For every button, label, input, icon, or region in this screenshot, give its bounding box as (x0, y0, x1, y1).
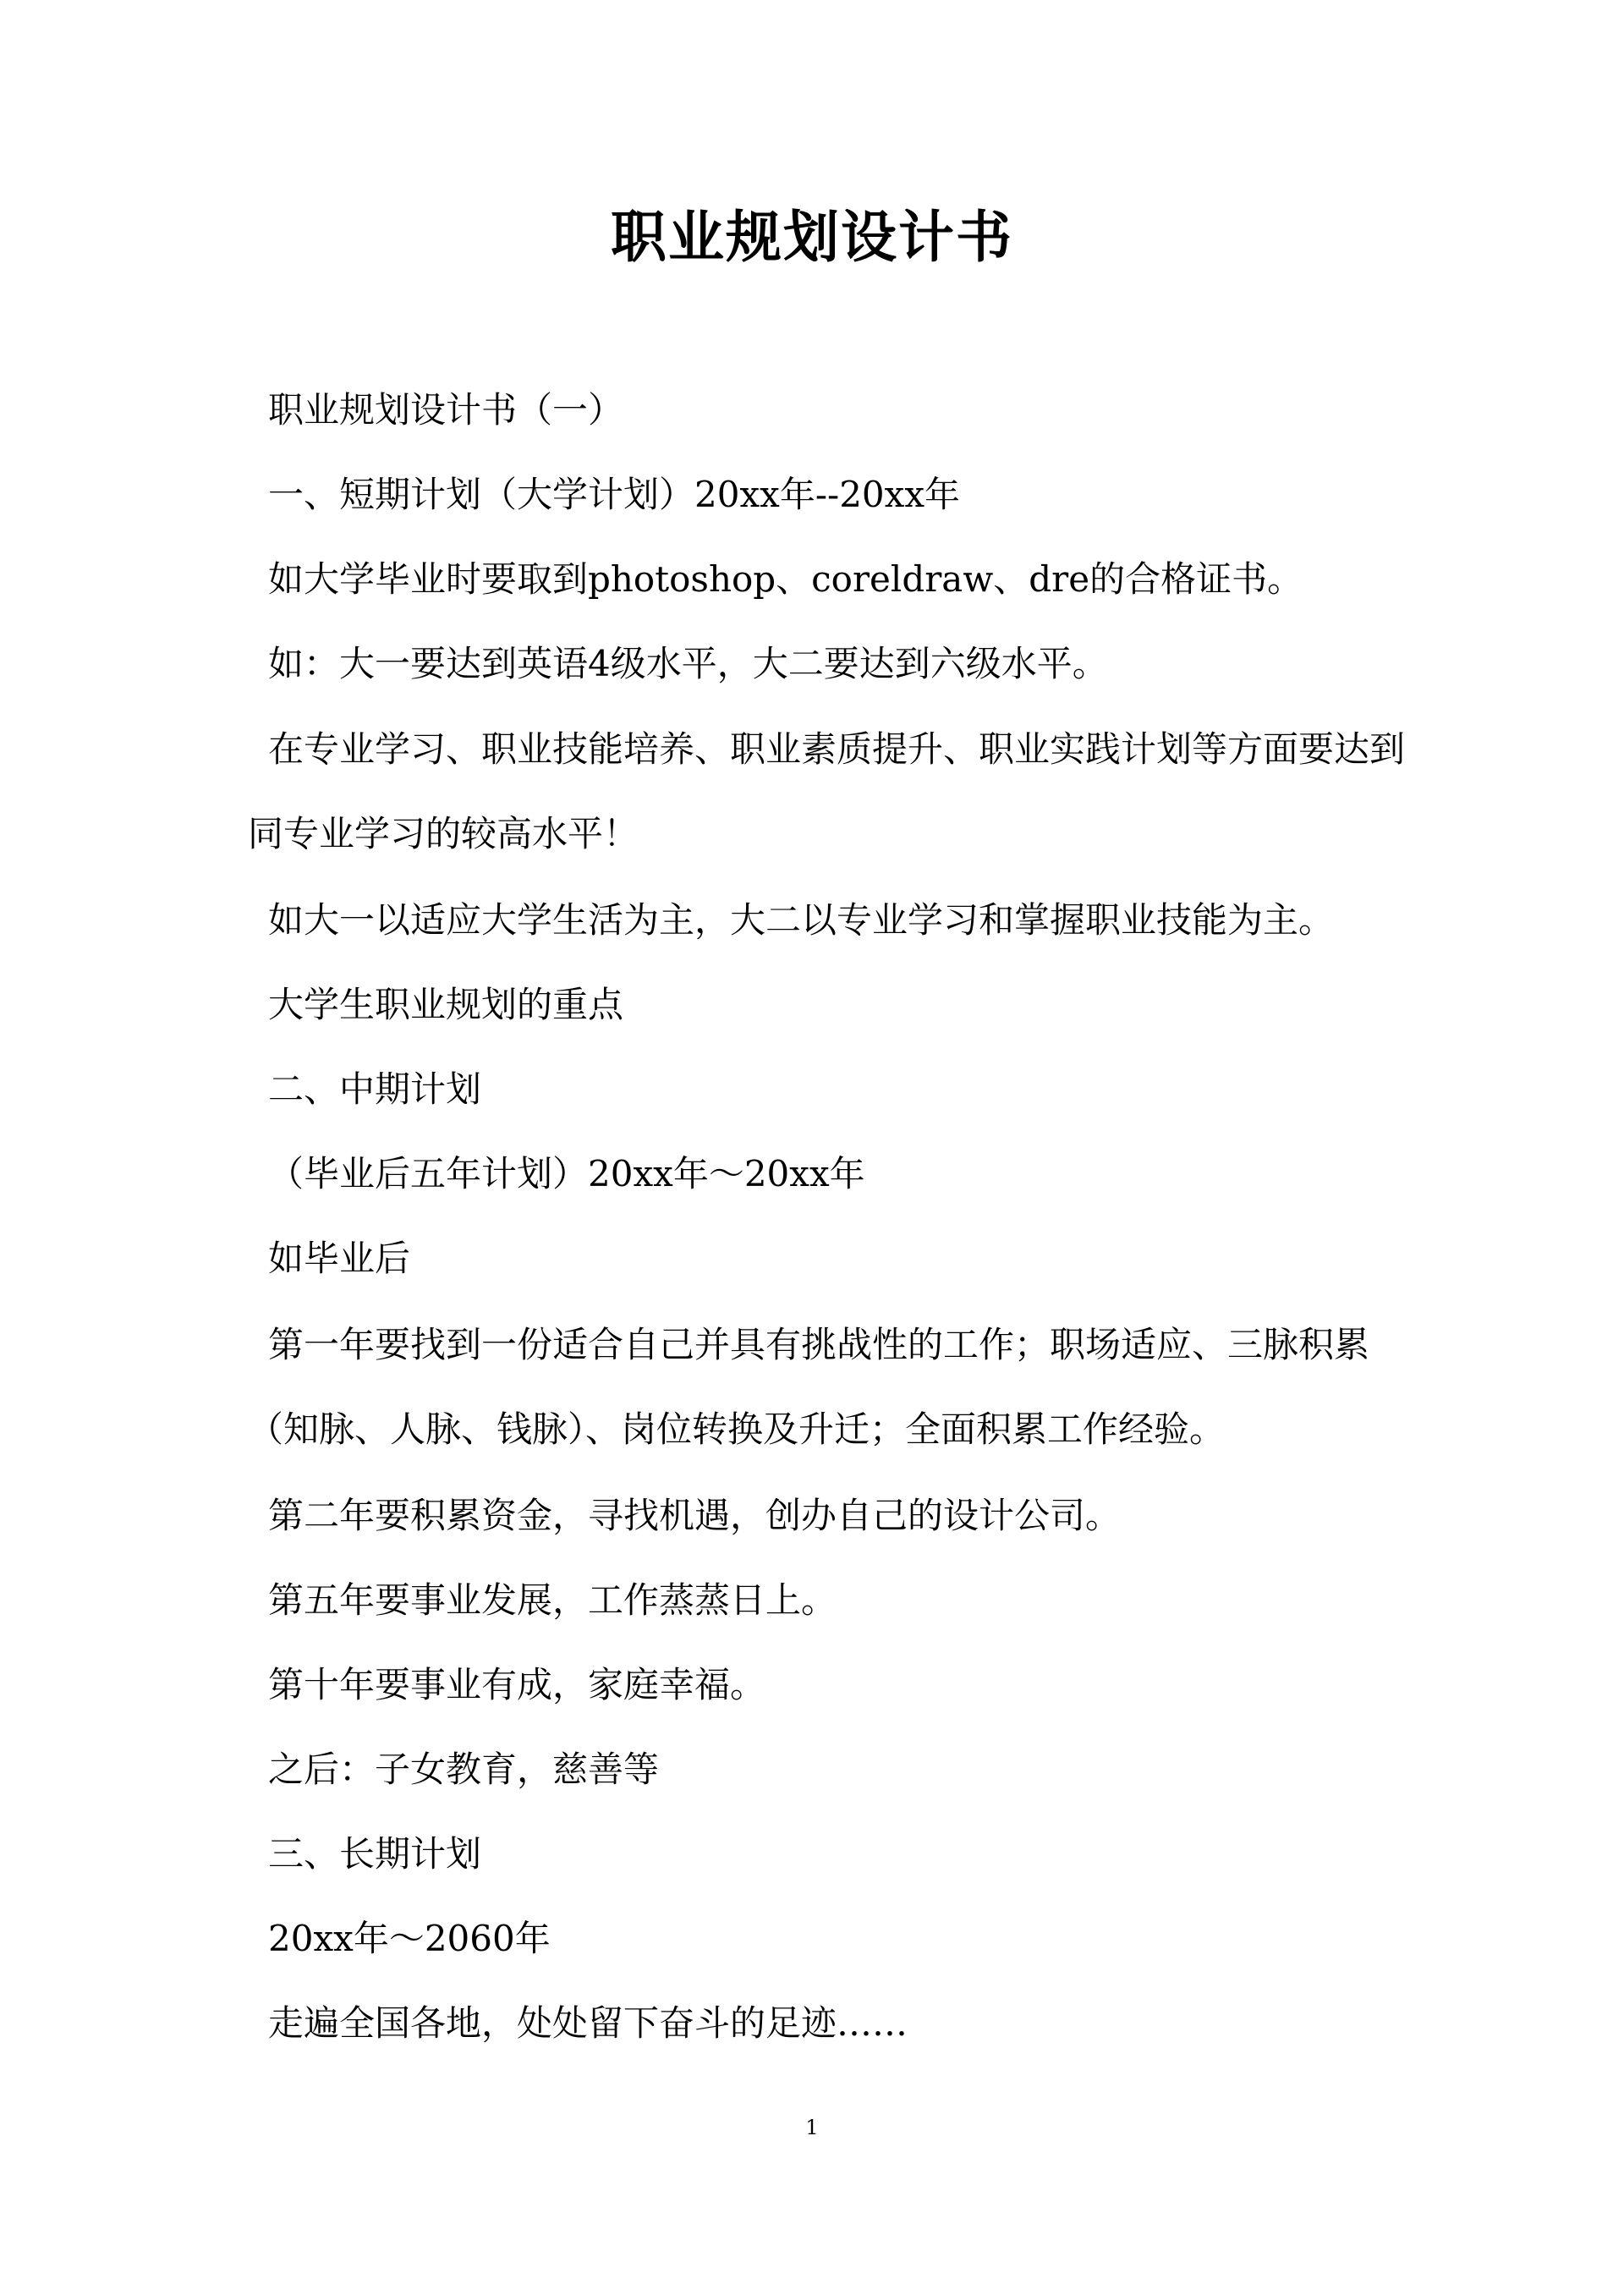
paragraph: 如大学毕业时要取到photoshop、coreldraw、dre的合格证书。 (268, 558, 1303, 600)
paragraph: 走遍全国各地，处处留下奋斗的足迹…… (268, 2002, 908, 2044)
paragraph: 第十年要事业有成，家庭幸福。 (268, 1664, 766, 1705)
paragraph: 如大一以适应大学生活为主，大二以专业学习和掌握职业技能为主。 (268, 899, 1335, 941)
paragraph: （毕业后五年计划）20xx年～20xx年 (268, 1153, 865, 1194)
paragraph: 第二年要积累资金，寻找机遇，创办自己的设计公司。 (268, 1495, 1122, 1536)
paragraph: 如：大一要达到英语4级水平，大二要达到六级水平。 (268, 643, 1108, 684)
paragraph: 20xx年～2060年 (268, 1918, 551, 1959)
paragraph: 三、长期计划 (268, 1833, 482, 1875)
paragraph: 二、中期计划 (268, 1068, 482, 1110)
paragraph: 如毕业后 (268, 1238, 411, 1279)
paragraph: 之后：子女教育，慈善等 (268, 1749, 660, 1790)
page-number: 1 (805, 2116, 819, 2139)
paragraph: 职业规划设计书（一） (268, 389, 624, 431)
paragraph: 大学生职业规划的重点 (268, 984, 624, 1025)
paragraph: 一、短期计划（大学计划）20xx年--20xx年 (268, 474, 961, 515)
paragraph: 在专业学习、职业技能培养、职业素质提升、职业实践计划等方面要达到同专业学习的较高水平！ (248, 728, 1406, 854)
paragraph: 第一年要找到一份适合自己并具有挑战性的工作；职场适应、三脉积累（知脉、人脉、钱脉）、岗位转换及升迁；全面积累工作经验。 (248, 1324, 1370, 1450)
paragraph: 第五年要事业发展，工作蒸蒸日上。 (268, 1579, 837, 1621)
document-title: 职业规划设计书 (611, 204, 1013, 270)
